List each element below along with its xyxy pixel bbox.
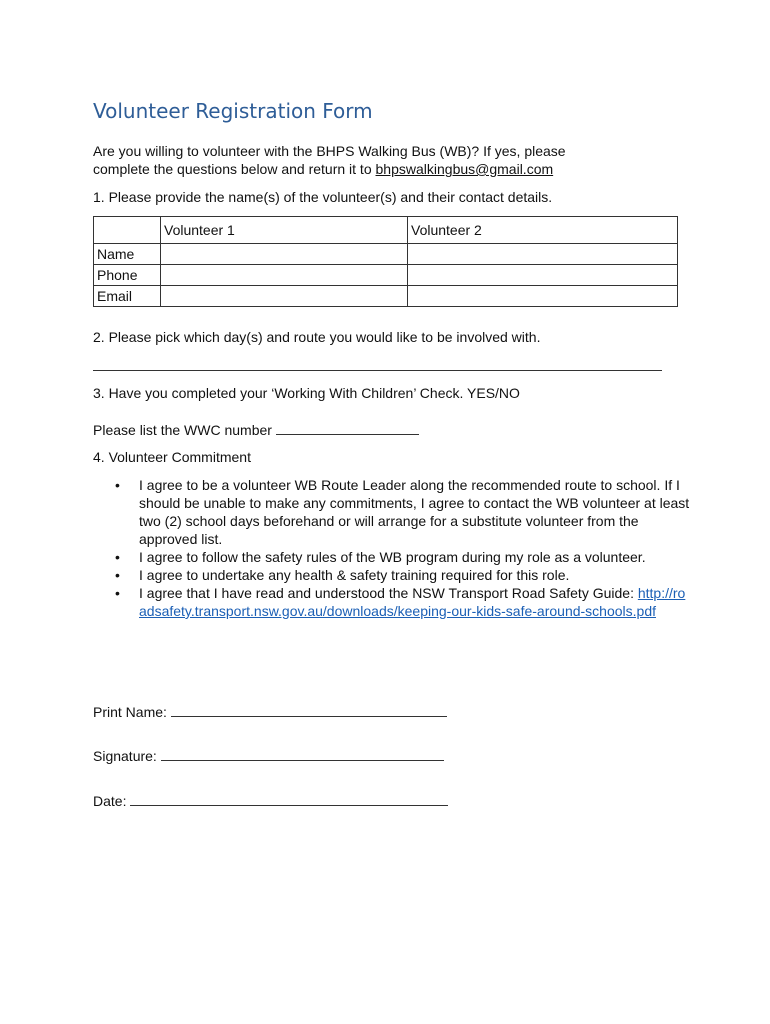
return-email-link[interactable]: bhpswalkingbus@gmail.com <box>375 161 554 177</box>
list-item <box>93 548 693 566</box>
volunteer-table <box>93 216 678 307</box>
commitment-list <box>93 476 693 620</box>
commitment-text: I agree to follow the safety rules of the WB program during my role as a volunteer. <box>139 549 646 565</box>
date-row <box>93 791 448 809</box>
list-item <box>93 566 693 584</box>
commitment-text: I agree that I have read and understood the NSW Transport Road Safety Guide: <box>139 585 638 601</box>
bullet-icon: • <box>115 585 120 601</box>
volunteer-1-name-field[interactable] <box>161 244 408 265</box>
table-header-volunteer-2: Volunteer 2 <box>408 217 678 244</box>
road-safety-guide-link[interactable]: http://roadsafety.transport.nsw.gov.au/downloads/keeping-our-kids-safe-around-schools.pdf <box>139 585 686 619</box>
question-1: 1. Please provide the name(s) of the volunteer(s) and their contact details. <box>93 189 553 205</box>
table-row <box>94 265 678 286</box>
signature-label: Signature: <box>93 748 157 764</box>
row-label-name: Name <box>94 244 161 265</box>
intro-text-line2 <box>93 160 553 178</box>
intro-text-prefix: complete the questions below and return it to <box>93 161 376 177</box>
wwc-number-field[interactable] <box>276 420 419 435</box>
bullet-icon: • <box>115 477 120 493</box>
signature-row <box>93 746 444 764</box>
question-2: 2. Please pick which day(s) and route you would like to be involved with. <box>93 329 541 345</box>
commitment-text: I agree to undertake any health & safety training required for this role. <box>139 567 570 583</box>
list-item <box>93 584 693 620</box>
table-row <box>94 244 678 265</box>
form-title: Volunteer Registration Form <box>93 99 373 123</box>
commitment-text: I agree to be a volunteer WB Route Leader along the recommended route to school. If I should be unable to make any commitments, I agree to contact the WB volunteer at least two (2) school days beforehand or will arrange for a substitute volunteer from the approved list. <box>139 477 690 547</box>
day-route-answer-line[interactable] <box>93 370 662 371</box>
question-3: 3. Have you completed your ‘Working With Children’ Check. YES/NO <box>93 385 520 401</box>
bullet-icon: • <box>115 567 120 583</box>
row-label-phone: Phone <box>94 265 161 286</box>
volunteer-2-name-field[interactable] <box>408 244 678 265</box>
date-field[interactable] <box>130 791 448 806</box>
table-header-row <box>94 217 678 244</box>
row-label-email: Email <box>94 286 161 307</box>
date-label: Date: <box>93 793 127 809</box>
wwc-number-row <box>93 420 419 439</box>
print-name-label: Print Name: <box>93 704 167 720</box>
volunteer-2-phone-field[interactable] <box>408 265 678 286</box>
volunteer-1-phone-field[interactable] <box>161 265 408 286</box>
print-name-row <box>93 702 447 720</box>
signature-field[interactable] <box>161 746 444 761</box>
table-header-cell <box>94 217 161 244</box>
list-item <box>93 476 693 548</box>
table-header-volunteer-1: Volunteer 1 <box>161 217 408 244</box>
volunteer-2-email-field[interactable] <box>408 286 678 307</box>
question-4: 4. Volunteer Commitment <box>93 449 251 465</box>
bullet-icon: • <box>115 549 120 565</box>
intro-text: Are you willing to volunteer with the BHPS Walking Bus (WB)? If yes, please <box>93 143 566 159</box>
print-name-field[interactable] <box>171 702 447 717</box>
wwc-number-label: Please list the WWC number <box>93 422 272 438</box>
volunteer-1-email-field[interactable] <box>161 286 408 307</box>
table-row <box>94 286 678 307</box>
